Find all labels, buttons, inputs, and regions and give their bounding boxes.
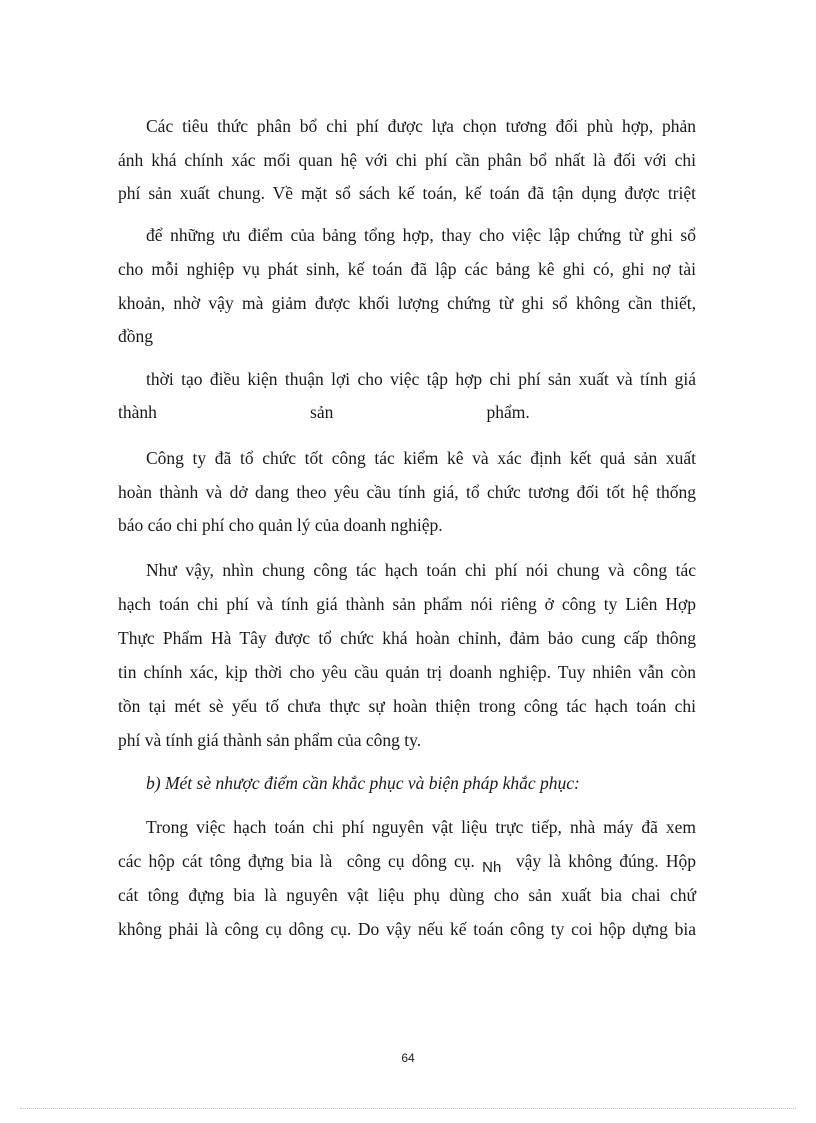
page-number: 64 [401,1051,415,1065]
text-line: phí và tính giá thành sản phẩm của công ty. [118,730,422,750]
text-segment: các hộp cát tông đựng bia là công cụ dông cụ. [118,851,483,871]
text-line: đồng [118,326,153,346]
text-line: để những ưu điểm của bảng tổng hợp, thay cho việc lập chứng từ ghi sổ [146,225,696,245]
text-line: Công ty đã tổ chức tốt công tác kiểm kê và xác định kết quả sản xuất [146,448,696,468]
text-line [118,849,696,875]
text-line: thành sản phẩm. [118,402,530,422]
text-line: thời tạo điều kiện thuận lợi cho việc tập hợp chi phí sản xuất và tính giá [146,369,696,389]
text-line: tồn tại mét sè yếu tố chưa thực sự hoàn thiện trong công tác hạch toán chi [118,696,696,716]
stray-text-fragment: Nh [482,859,502,876]
text-line: phí sản xuất chung. Về mặt sổ sách kế toán, kế toán đã tận dụng được triệt [118,183,696,203]
text-line: Các tiêu thức phân bổ chi phí được lựa chọn tương đối phù hợp, phản [146,116,696,136]
text-line: Trong việc hạch toán chi phí nguyên vật liệu trực tiếp, nhà máy đã xem [146,817,696,837]
text-line: ánh khá chính xác mối quan hệ với chi phí cần phân bổ nhất là đối với chi [118,150,696,170]
section-heading: b) Mét sè nhược điểm cần khắc phục và biện pháp khắc phục: [146,773,580,793]
text-line: Thực Phẩm Hà Tây được tổ chức khá hoàn chỉnh, đảm bảo cung cấp thông [118,628,696,648]
text-line: báo cáo chi phí cho quản lý của doanh nghiệp. [118,515,443,535]
text-line: Như vậy, nhìn chung công tác hạch toán chi phí nói chung và công tác [146,560,696,580]
page-bottom-rule [20,1108,796,1109]
text-line: không phải là công cụ dông cụ. Do vậy nếu kế toán công ty coi hộp dựng bia [118,919,696,939]
text-line: khoản, nhờ vậy mà giảm được khối lượng chứng từ ghi sổ không cần thiết, [118,293,696,313]
text-line: hạch toán chi phí và tính giá thành sản phẩm nói riêng ở công ty Liên Hợp [118,594,696,614]
text-line: cho mỗi nghiệp vụ phát sinh, kế toán đã lập các bảng kê ghi có, ghi nợ tài [118,259,696,279]
text-segment: vậy là không đúng. Hộp [501,851,696,871]
text-line: tin chính xác, kịp thời cho yêu cầu quản trị doanh nghiệp. Tuy nhiên vẫn còn [118,662,696,682]
text-line: cát tông đựng bia là nguyên vật liệu phụ dùng cho sản xuất bia chai chứ [118,885,696,905]
text-line: hoàn thành và dở dang theo yêu cầu tính giá, tổ chức tương đối tốt hệ thống [118,482,696,502]
